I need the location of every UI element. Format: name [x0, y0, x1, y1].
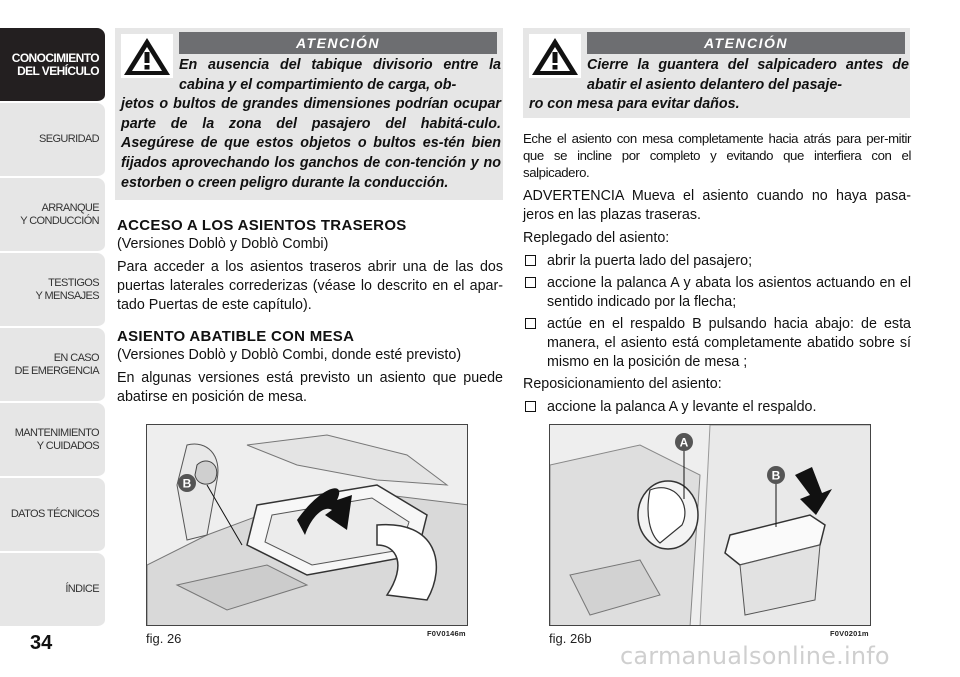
figure-code-26b: F0V0201m [830, 629, 869, 638]
section-title-acceso: ACCESO A LOS ASIENTOS TRASEROS [117, 217, 407, 234]
list-item [523, 274, 911, 312]
section-title-asiento-mesa: ASIENTO ABATIBLE CON MESA [117, 328, 355, 345]
paragraph-intro: Eche el asiento con mesa completamente hacia atrás para per-mitir que se incline por completo y evitando que interfiera con el salpicadero. [523, 131, 911, 180]
list-item [523, 398, 911, 417]
chapter-sidebar [0, 28, 105, 628]
callout-b: B [771, 468, 781, 483]
tab-mantenimiento-y-cuidados[interactable]: MANTENIMIENTO Y CUIDADOS [0, 403, 105, 478]
warning-heading: ATENCIÓN [179, 32, 497, 54]
warning-box-left [115, 28, 503, 200]
figure-caption-26b: fig. 26b [549, 631, 592, 646]
figure-code-26: F0V0146m [427, 629, 466, 638]
tab-indice[interactable]: ÍNDICE [0, 553, 105, 628]
tab-arranque-y-conduccion[interactable]: ARRANQUE Y CONDUCCIÓN [0, 178, 105, 253]
checkbox-bullet-icon [525, 255, 536, 266]
section-subtitle-acceso: (Versiones Doblò y Doblò Combi) [117, 236, 329, 252]
fold-title: Replegado del asiento: [523, 230, 670, 246]
reposition-steps-list [523, 398, 911, 417]
warning-text-first: En ausencia del tabique divisorio entre la cabina y el compartimiento de carga, ob- [179, 57, 501, 93]
seat-lever-illustration [550, 425, 871, 626]
list-item-text: accione la palanca A y levante el respaldo. [547, 399, 817, 415]
tab-en-caso-de-emergencia[interactable]: EN CASO DE EMERGENCIA [0, 328, 105, 403]
callout-b: B [182, 476, 192, 491]
watermark: carmanualsonline.info [620, 642, 890, 670]
warning-text-first: Cierre la guantera del salpicadero antes de abatir el asiento delantero del pasaje- [587, 57, 909, 93]
warning-box-right [523, 28, 910, 118]
tab-datos-tecnicos[interactable]: DATOS TÉCNICOS [0, 478, 105, 553]
checkbox-bullet-icon [525, 277, 536, 288]
figure-26b [549, 424, 871, 626]
seat-illustration [147, 425, 468, 626]
paragraph-acceso: Para acceder a los asientos traseros abrir una de las dos puertas laterales correderizas (véase lo descrito en el apar-tado Puertas de este capítulo). [117, 259, 503, 313]
fold-steps-list [523, 252, 911, 372]
warning-text-rest: jetos o bultos de grandes dimensiones podrían ocupar parte de la zona del pasajero del habitá-culo. Asegúrese de que estos objetos o bultos es-tén bien fijados aprovechando los ganchos de con-tención y no estorben o creen peligro durante la conducción. [121, 96, 501, 191]
paragraph-advertencia: ADVERTENCIA Mueva el asiento cuando no haya pasa-jeros en las plazas traseras. [523, 188, 911, 223]
paragraph-asiento-mesa: En algunas versiones está previsto un asiento que puede abatirse en posición de mesa. [117, 370, 503, 405]
list-item-text: abrir la puerta lado del pasajero; [547, 253, 753, 269]
tab-testigos-y-mensajes[interactable]: TESTIGOS Y MENSAJES [0, 253, 105, 328]
figure-26 [146, 424, 468, 626]
callout-a: A [679, 435, 689, 450]
reposition-title: Reposicionamiento del asiento: [523, 376, 722, 392]
warning-text [529, 56, 909, 115]
section-subtitle-asiento-mesa: (Versiones Doblò y Doblò Combi, donde esté previsto) [117, 347, 462, 363]
warning-heading: ATENCIÓN [587, 32, 905, 54]
tab-seguridad[interactable]: SEGURIDAD [0, 103, 105, 178]
checkbox-bullet-icon [525, 401, 536, 412]
figure-caption-26: fig. 26 [146, 631, 182, 646]
list-item-text: accione la palanca A y abata los asientos actuando en el sentido indicado por la flecha; [547, 275, 911, 310]
tab-conocimiento-del-vehiculo[interactable]: CONOCIMIENTO DEL VEHÍCULO [0, 28, 105, 103]
right-column [523, 130, 911, 420]
warning-text [121, 56, 501, 193]
warning-text-rest: ro con mesa para evitar daños. [529, 96, 740, 113]
list-item-text: actúe en el respaldo B pulsando hacia abajo: de esta manera, el asiento está completamente abatido sobre sí mismo en la posición de mesa ; [547, 316, 911, 370]
list-item [523, 315, 911, 372]
checkbox-bullet-icon [525, 318, 536, 329]
page-number: 34 [30, 632, 53, 654]
left-column [117, 216, 503, 419]
list-item [523, 252, 911, 271]
